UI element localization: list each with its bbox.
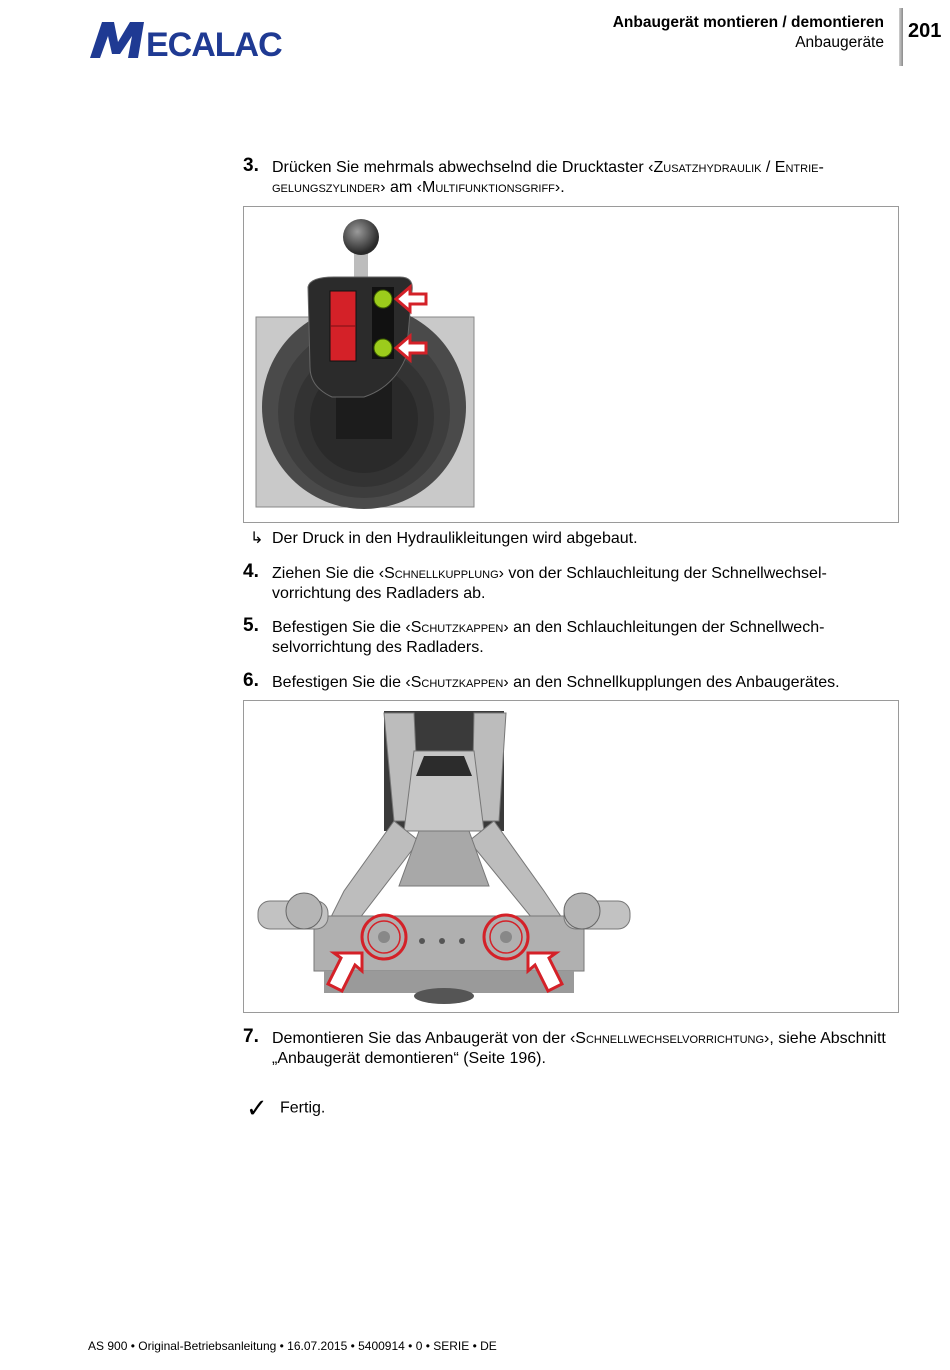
header-divider [899, 8, 903, 66]
header-subtitle: Anbaugeräte [795, 34, 884, 51]
mecalac-logo [88, 18, 288, 60]
step-text: Befestigen Sie die ‹Schutzkappen› an den Schnellkupplungen des Anbaugerätes. [272, 674, 840, 691]
step-4 [243, 561, 903, 604]
joystick-figure [243, 206, 899, 523]
coupler-illustration [244, 701, 898, 1012]
result-line [250, 529, 638, 549]
header-title-block [613, 13, 884, 53]
step-text: Demontieren Sie das Anbaugerät von der ‹Schnellwechselvorrichtung›, siehe Abschnitt „Anbaugerät demontieren“ (Seite 196). [272, 1030, 886, 1067]
step-text: Befestigen Sie die ‹Schutzkappen› an den Schlauchleitungen der Schnellwech-selvorrichtung des Radladers. [272, 619, 825, 656]
step-5 [243, 615, 903, 658]
step-number: 6. [243, 670, 259, 691]
done-line [246, 1093, 325, 1124]
header-title: Anbaugerät montieren / demontieren [612, 14, 884, 31]
footer: AS 900 • Original-Betriebsanleitung • 16.07.2015 • 5400914 • 0 • SERIE • DE [88, 1339, 497, 1353]
step-text: Drücken Sie mehrmals abwechselnd die Drucktaster ‹Zusatzhydraulik / Entrie-gelungszylinder› am ‹Multifunktionsgriff›. [272, 159, 824, 196]
result-arrow-icon: ↳ [250, 530, 264, 547]
done-text: Fertig. [280, 1099, 326, 1117]
joystick-illustration [244, 207, 898, 522]
step-text: Ziehen Sie die ‹Schnellkupplung› von der Schlauchleitung der Schnellwechsel-vorrichtung des Radladers ab. [272, 565, 827, 602]
coupler-figure [243, 700, 899, 1013]
step-number: 3. [243, 155, 259, 176]
svg-text:ECALAC: ECALAC [146, 26, 282, 60]
step-6 [243, 670, 903, 693]
page-number: 201 [908, 20, 942, 42]
step-7 [243, 1026, 903, 1069]
check-icon: ✓ [246, 1093, 268, 1123]
step-3 [243, 155, 903, 198]
step-number: 5. [243, 615, 259, 636]
result-text: Der Druck in den Hydraulikleitungen wird abgebaut. [272, 530, 638, 547]
step-number: 4. [243, 561, 259, 582]
step-number: 7. [243, 1026, 259, 1047]
